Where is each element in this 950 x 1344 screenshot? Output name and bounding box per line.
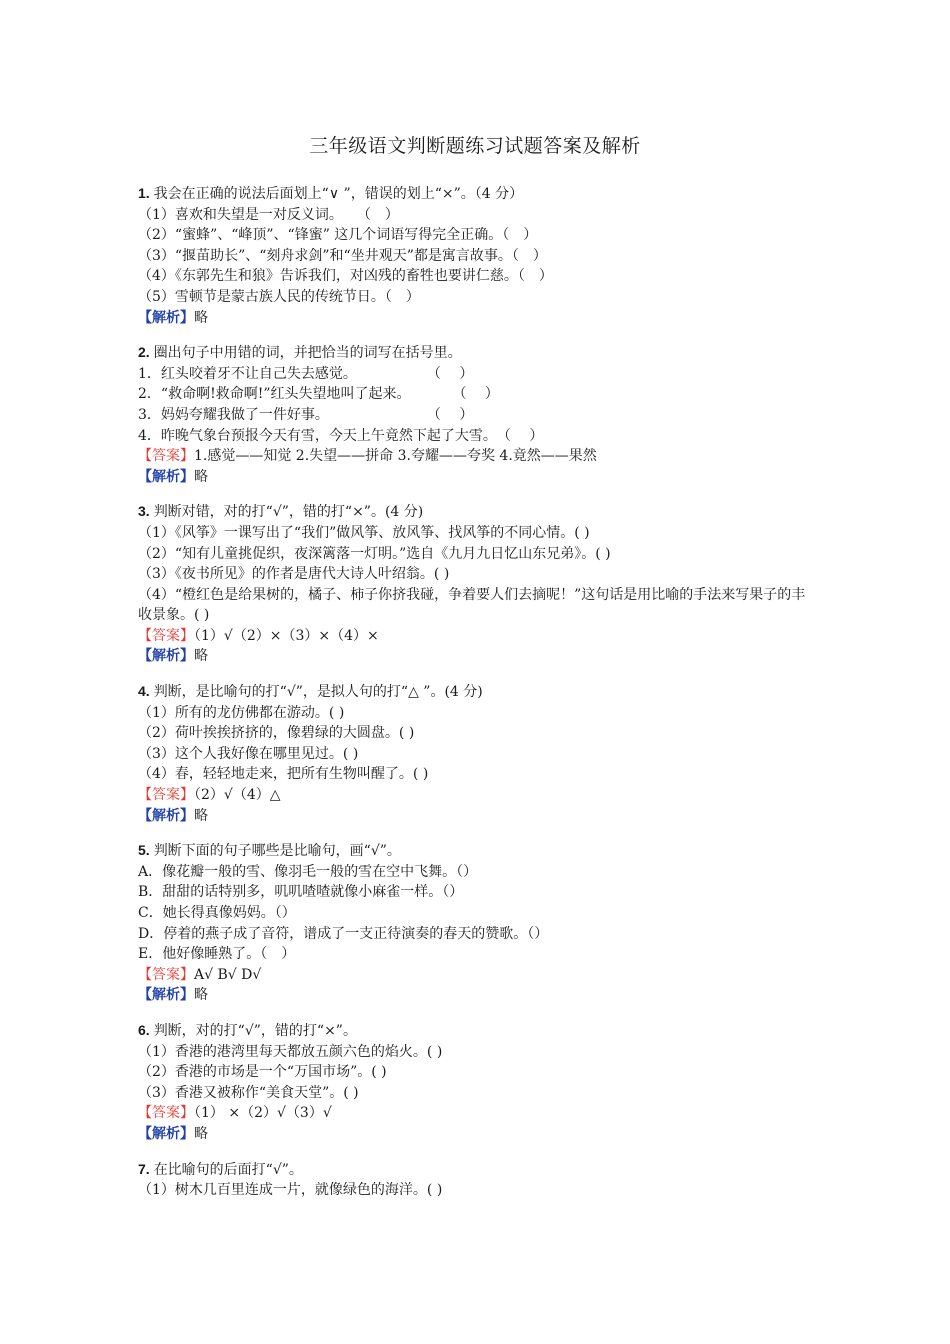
question-text: 圈出句子中用错的词，并把恰当的词写在括号里。 (153, 345, 462, 362)
question-block (138, 1020, 818, 1145)
question-item: 3．妈妈夸耀我做了一件好事。 （ ） (138, 406, 474, 423)
question-item: （3）“揠苗助长”、“刻舟求剑”和“坐井观天”都是寓言故事。（ ） (138, 247, 547, 264)
question-text: 判断，是比喻句的打“√”，是拟人句的打“△ ”。(4 分) (153, 684, 483, 701)
question-item: （4）春，轻轻地走来，把所有生物叫醒了。( ) (138, 766, 429, 783)
question-item: （4）《东郭先生和狼》告诉我们，对凶残的畜牲也要讲仁慈。（ ） (138, 268, 553, 285)
question-item: （3）香港又被称作“美食天堂”。( ) (138, 1084, 359, 1101)
analysis-text: 略 (194, 987, 208, 1004)
question-stem (138, 1020, 818, 1042)
question-item: 4．昨晚气象台预报今天有雪，今天上午竟然下起了大雪。 （ ） (138, 427, 544, 444)
answer-label: 【答案】 (138, 448, 194, 465)
question-block (138, 501, 818, 667)
question-number: 2. (138, 344, 150, 361)
analysis-label: 【解析】 (138, 309, 194, 326)
analysis-text: 略 (194, 1125, 208, 1142)
question-stem (138, 840, 818, 862)
answer-text: （1） ×（2）√（3）√ (194, 1105, 332, 1122)
answer-line (138, 785, 818, 806)
analysis-text: 略 (194, 309, 208, 326)
answer-text: A√ B√ D√ (194, 966, 262, 983)
analysis-line (138, 308, 818, 329)
analysis-line (138, 646, 818, 667)
analysis-text: 略 (194, 807, 208, 824)
analysis-line (138, 1124, 818, 1145)
question-block (138, 1159, 818, 1201)
question-item: （2）荷叶挨挨挤挤的，像碧绿的大圆盘。( ) (138, 725, 415, 742)
question-number: 7. (138, 1160, 150, 1177)
question-item: B．甜甜的话特别多，叽叽喳喳就像小麻雀一样。（） (138, 884, 464, 901)
answer-line (138, 446, 818, 467)
answer-text: （2）√（4）△ (194, 787, 281, 804)
question-stem (138, 183, 818, 205)
answer-line (138, 626, 818, 647)
question-block (138, 183, 818, 328)
analysis-line (138, 806, 818, 827)
question-number: 3. (138, 503, 150, 520)
question-text: 判断对错，对的打“√”，错的打“×”。(4 分) (153, 504, 424, 521)
analysis-label: 【解析】 (138, 987, 194, 1004)
question-list (138, 183, 818, 1215)
answer-label: 【答案】 (138, 1105, 194, 1122)
question-block (138, 681, 818, 826)
analysis-line (138, 467, 818, 488)
question-stem (138, 681, 818, 703)
question-stem (138, 1159, 818, 1181)
question-item: （2）“蜜蜂”、“峰顶”、“锋蜜” 这几个词语写得完全正确。（ ） (138, 227, 538, 244)
analysis-label: 【解析】 (138, 648, 194, 665)
question-text: 在比喻句的后面打“√”。 (153, 1161, 303, 1178)
question-item: （2）香港的市场是一个“万国市场”。( ) (138, 1064, 387, 1081)
page-title: 三年级语文判断题练习试题答案及解析 (309, 135, 641, 157)
question-item: （1）香港的港湾里每天都放五颜六色的焰火。( ) (138, 1043, 443, 1060)
analysis-line (138, 985, 818, 1006)
answer-text: （1）√（2）×（3）×（4）× (194, 627, 379, 644)
answer-label: 【答案】 (138, 627, 194, 644)
question-item: 1．红头咬着牙不让自己失去感觉。 （ ） (138, 365, 474, 382)
answer-text: 1.感觉——知觉 2.失望——拼命 3.夸耀——夸奖 4.竟然——果然 (194, 448, 597, 465)
answer-line (138, 965, 818, 986)
question-item: （3）这个人我好像在哪里见过。( ) (138, 745, 359, 762)
question-block (138, 840, 818, 1006)
question-item: （2）“知有儿童挑促织，夜深篱落一灯明。”选自《九月九日忆山东兄弟》。( ) (138, 545, 611, 562)
question-item: （1）所有的龙仿佛都在游动。( ) (138, 704, 345, 721)
question-item: D．停着的燕子成了音符，谱成了一支正待演奏的春天的赞歌。（） (138, 925, 549, 942)
question-item: （4）“橙红色是给果树的，橘子、柿子你挤我碰，争着要人们去摘呢！”这句话是用比喻的手法来写果子的丰收景象。( ) (138, 586, 806, 624)
question-stem (138, 342, 818, 364)
question-item: A．像花瓣一般的雪、像羽毛一般的雪在空中飞舞。（） (138, 863, 478, 880)
question-text: 判断，对的打“√”，错的打“×”。 (153, 1022, 357, 1039)
question-number: 6. (138, 1021, 150, 1038)
question-block (138, 342, 818, 487)
question-item: E．他好像睡熟了。（ ） (138, 946, 296, 963)
question-item: （1）《风筝》一课写出了“我们”做风筝、放风筝、找风筝的不同心情。( ) (138, 524, 590, 541)
question-number: 1. (138, 185, 150, 201)
analysis-text: 略 (194, 468, 208, 485)
question-item: （1）树木几百里连成一片，就像绿色的海洋。( ) (138, 1182, 443, 1199)
answer-line (138, 1103, 818, 1124)
question-item: （3）《夜书所见》的作者是唐代大诗人叶绍翁。( ) (138, 566, 450, 583)
question-text: 判断下面的句子哪些是比喻句，画“√”。 (153, 843, 401, 860)
question-number: 5. (138, 842, 150, 859)
answer-label: 【答案】 (138, 787, 194, 804)
question-stem (138, 501, 818, 523)
question-item: C．她长得真像妈妈。（） (138, 905, 296, 921)
answer-label: 【答案】 (138, 966, 194, 983)
analysis-text: 略 (194, 648, 208, 665)
question-number: 4. (138, 683, 150, 700)
question-text: 我会在正确的说法后面划上“∨ ”，错误的划上“×”。（4 分） (153, 186, 524, 202)
question-item: （5）雪顿节是蒙古族人民的传统节日。（ ） (138, 288, 420, 305)
analysis-label: 【解析】 (138, 807, 194, 824)
question-item: 2．“救命啊!救命啊!”红头失望地叫了起来。 （ ） (138, 386, 499, 403)
analysis-label: 【解析】 (138, 468, 194, 485)
question-item: （1）喜欢和失望是一对反义词。 （ ） (138, 206, 399, 223)
analysis-label: 【解析】 (138, 1125, 194, 1142)
